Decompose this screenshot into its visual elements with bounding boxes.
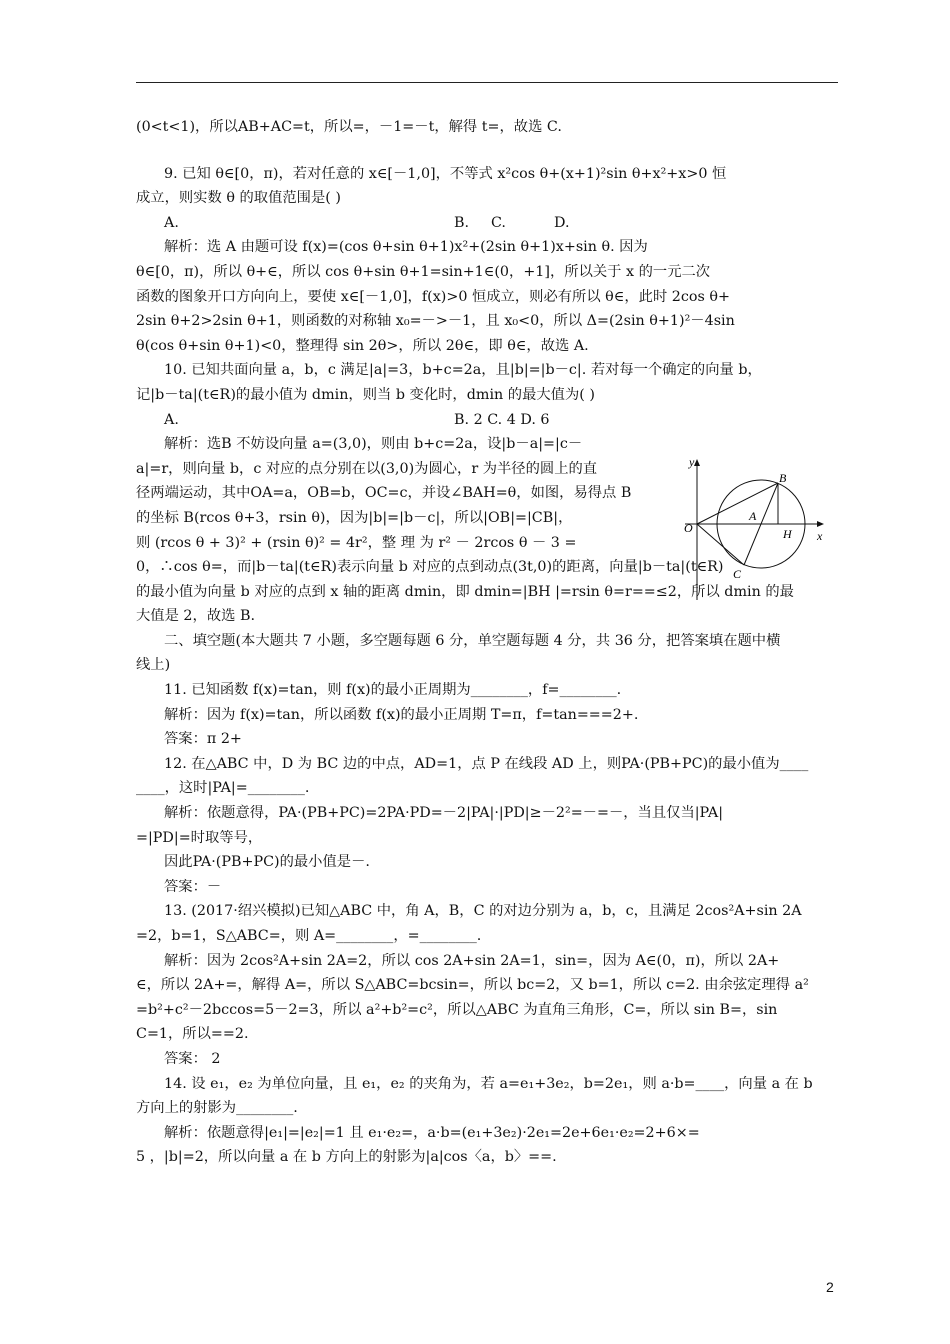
question-9: 9. 已知 θ∈[0，π)，若对任意的 x∈[－1,0]，不等式 x²cos θ+(x+1)²sin θ+x²+x>0 恒 xyxy=(164,165,727,182)
label-b: B xyxy=(779,471,787,485)
text-line: 因此PA·(PB+PC)的最小值是－. xyxy=(164,854,370,871)
segment-oc xyxy=(697,524,744,565)
label-y: y xyxy=(689,455,695,469)
text-line: (0<t<1)，所以AB+AC=t，所以=，－1=－t，解得 t=，故选 C. xyxy=(136,119,562,135)
text-line: ____，这时|PA|=________. xyxy=(136,780,310,797)
option-b: B. xyxy=(454,214,470,231)
solution-10: 解析：选B 不妨设向量 a=(3,0)，则由 b+c=2a，设|b－a|=|c－ xyxy=(164,436,583,453)
text-line: 则 (rcos θ + 3)² + (rsin θ)² = 4r²，整 理 为 r² － 2rcos θ － 3 = xyxy=(136,534,577,551)
document-body xyxy=(136,115,838,1170)
options-q9 xyxy=(136,211,838,236)
text-line: =|PD|=时取等号， xyxy=(136,829,263,846)
section-heading: 二、填空题(本大题共 7 小题，多空题每题 6 分，单空题每题 4 分，共 36 分，把答案填在题中横 xyxy=(164,632,781,649)
solution-9: 解析：选 A 由题可设 f(x)=(cos θ+sin θ+1)x²+(2sin θ+1)x+sin θ. 因为 xyxy=(164,239,648,256)
text-line: 方向上的射影为________. xyxy=(136,1100,298,1117)
circle-figure xyxy=(683,452,833,602)
text-line: C=1，所以==2. xyxy=(136,1026,249,1043)
header-rule xyxy=(136,82,838,83)
question-11: 11. 已知函数 f(x)=tan，则 f(x)的最小正周期为________，f=________. xyxy=(164,682,622,699)
question-14: 14. 设 e₁，e₂ 为单位向量，且 e₁，e₂ 的夹角为，若 a=e₁+3e₂，b=2e₁，则 a·b=____，向量 a 在 b xyxy=(164,1075,813,1092)
answer-11: 答案：π 2+ xyxy=(164,731,242,748)
question-12: 12. 在△ABC 中，D 为 BC 边的中点，AD=1，点 P 在线段 AD 上，则PA·(PB+PC)的最小值为____ xyxy=(164,755,809,772)
text-line: =2，b=1，S△ABC=，则 A=________，=________. xyxy=(136,928,482,944)
text-line: θ∈[0，π)，所以 θ+∈，所以 cos θ+sin θ+1=sin+1∈(0，+1]，所以关于 x 的一元二次 xyxy=(136,263,711,280)
options-q10 xyxy=(136,408,838,433)
solution-13: 解析：因为 2cos²A+sin 2A=2，所以 cos 2A+sin 2A=1，sin=，因为 A∈(0，π)，所以 2A+ xyxy=(164,952,780,969)
label-o: O xyxy=(684,521,693,535)
label-h: H xyxy=(783,527,792,541)
text-line: 线上) xyxy=(136,657,171,674)
page-number: 2 xyxy=(826,1279,834,1295)
text-line: =b²+c²－2bccos=5－2=3，所以 a²+b²=c²，所以△ABC 为直角三角形，C=，所以 sin B=，sin xyxy=(136,1001,778,1018)
solution-12: 解析：依题意得，PA·(PB+PC)=2PA·PD=－2|PA|·|PD|≥－2²=－=－，当且仅当|PA| xyxy=(164,805,724,822)
text-line: 的坐标 B(rcos θ+3，rsin θ)，因为|b|=|b－c|，所以|OB|=|CB|， xyxy=(136,509,573,526)
question-10: 10. 已知共面向量 a，b，c 满足|a|=3，b+c=2a，且|b|=|b－c|. 若对每一个确定的向量 b， xyxy=(164,362,762,379)
label-x: x xyxy=(817,529,823,543)
answer-12: 答案：－ xyxy=(164,878,222,895)
text-line: ∈，所以 2A+=，解得 A=，所以 S△ABC=bcsin=，所以 bc=2，又 b=1，所以 c=2. 由余弦定理得 a² xyxy=(136,977,809,994)
text-line: 5 ，|b|=2，所以向量 a 在 b 方向上的射影为|a|cos〈a，b〉==. xyxy=(136,1149,557,1166)
text-line: 成立，则实数 θ 的取值范围是( ) xyxy=(136,190,341,207)
text-line: 函数的图象开口方向向上，要使 x∈[－1,0]，f(x)>0 恒成立，则必有所以 θ∈，此时 2cos θ+ xyxy=(136,288,730,305)
text-line: θ(cos θ+sin θ+1)<0，整理得 sin 2θ>，所以 2θ∈，即 θ∈，故选 A. xyxy=(136,337,589,354)
answer-13: 答案： 2 xyxy=(164,1050,221,1067)
spacer xyxy=(136,140,838,162)
option-d: D. xyxy=(554,214,570,231)
solution-14: 解析：依题意得|e₁|=|e₂|=1 且 e₁·e₂=，a·b=(e₁+3e₂)·2e₁=2e+6e₁·e₂=2+6×= xyxy=(164,1124,700,1141)
option-a: A. xyxy=(164,411,179,428)
question-13: 13. (2017·绍兴模拟)已知△ABC 中，角 A，B，C 的对边分别为 a，b，c，且满足 2cos²A+sin 2A xyxy=(164,903,802,920)
text-line: a|=r，则向量 b，c 对应的点分别在以(3,0)为圆心，r 为半径的圆上的直 xyxy=(136,460,598,477)
option-bcd: B. 2 C. 4 D. 6 xyxy=(454,411,550,428)
label-a: A xyxy=(749,509,757,523)
option-c: C. xyxy=(491,214,506,231)
text-line: 0，∴cos θ=，而|b－ta|(t∈R)表示向量 b 对应的点到动点(3t,0)的距离，向量|b－ta|(t∈R) xyxy=(136,559,724,576)
text-line: 大值是 2，故选 B. xyxy=(136,608,256,625)
text-line: 径两端运动，其中OA=a，OB=b，OC=c，并设∠BAH=θ，如图，易得点 B xyxy=(136,485,632,502)
label-c: C xyxy=(733,567,742,581)
text-line: 的最小值为向量 b 对应的点到 x 轴的距离 dmin，即 dmin=|BH |=rsin θ=r==≤2，所以 dmin 的最 xyxy=(136,583,794,600)
text-line: 2sin θ+2>2sin θ+1，则函数的对称轴 x₀=－>－1，且 x₀<0，所以 Δ=(2sin θ+1)²－4sin xyxy=(136,313,735,330)
text-line: 记|b－ta|(t∈R)的最小值为 dmin，则当 b 变化时，dmin 的最大值为( ) xyxy=(136,386,595,403)
option-a: A. xyxy=(164,214,179,231)
solution-11: 解析：因为 f(x)=tan，所以函数 f(x)的最小正周期 T=π，f=tan===2+. xyxy=(164,706,639,723)
segment-ob xyxy=(697,483,778,524)
